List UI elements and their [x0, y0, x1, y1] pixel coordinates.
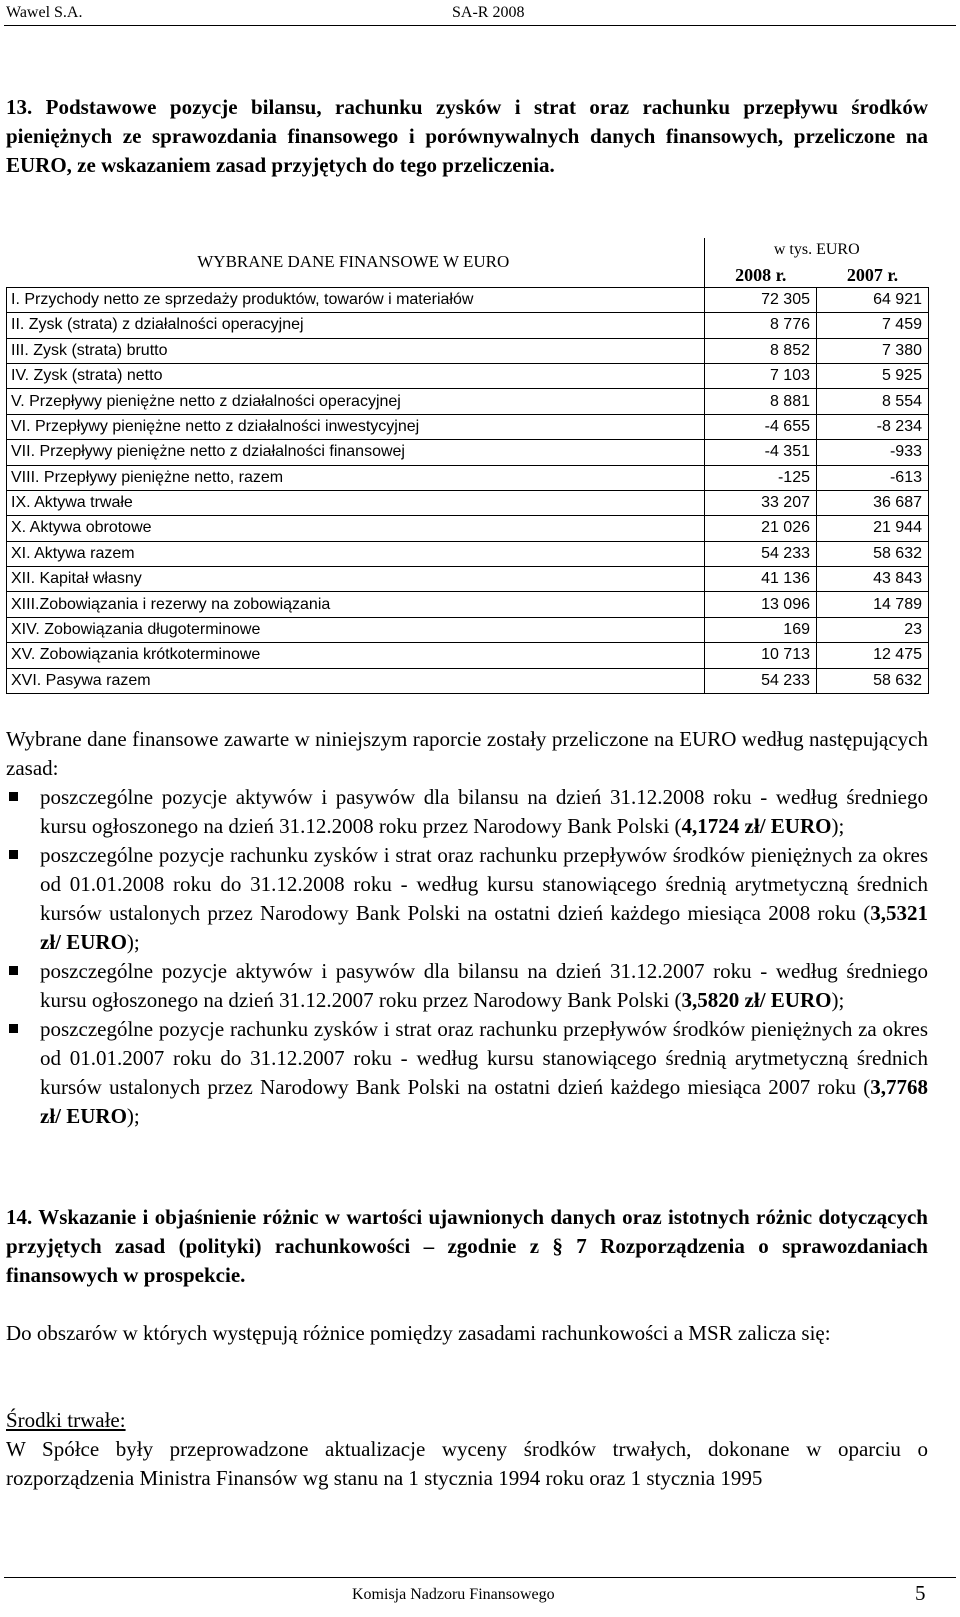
value-2008: 169: [705, 617, 817, 642]
value-2007: 8 554: [817, 389, 929, 414]
table-row: [7, 414, 929, 439]
value-2007: 64 921: [817, 287, 929, 312]
rule-text: poszczególne pozycje aktywów i pasywów dla bilansu na dzień 31.12.2008 roku - według średniego kursu ogłoszonego na dzień 31.12.2008 roku przez Narodowy Bank Polski (: [40, 785, 928, 838]
value-2008: 8 852: [705, 338, 817, 363]
value-2008: 8 881: [705, 389, 817, 414]
row-label: XV. Zobowiązania krótkoterminowe: [7, 643, 705, 668]
value-2008: 54 233: [705, 668, 817, 693]
row-label: VI. Przepływy pieniężne netto z działalności inwestycyjnej: [7, 414, 705, 439]
square-bullet-icon: [9, 850, 18, 859]
list-item: [6, 841, 928, 957]
value-2007: 12 475: [817, 643, 929, 668]
footer-rule: [4, 1577, 956, 1578]
value-2007: 36 687: [817, 490, 929, 515]
value-2008: 7 103: [705, 363, 817, 388]
section-14-title: 14. Wskazanie i objaśnienie różnic w wartości ujawnionych danych oraz istotnych różnic dotyczących przyjętych zasad (polityki) rachunkowości – zgodnie z § 7 Rozporządzenia o sprawozdaniach finansowych w prospekcie.: [6, 1205, 928, 1287]
table-row: [7, 338, 929, 363]
row-label: VIII. Przepływy pieniężne netto, razem: [7, 465, 705, 490]
fixed-assets-title: Środki trwałe:: [6, 1408, 126, 1432]
table-row: [7, 592, 929, 617]
value-2008: 10 713: [705, 643, 817, 668]
exchange-rate: 3,7768 zł/ EURO: [40, 1075, 928, 1128]
value-2008: 54 233: [705, 541, 817, 566]
rule-end: );: [831, 988, 845, 1012]
rule-end: );: [126, 930, 140, 954]
value-2007: -8 234: [817, 414, 929, 439]
table-row: [7, 440, 929, 465]
table-row: [7, 643, 929, 668]
row-label: XI. Aktywa razem: [7, 541, 705, 566]
row-label: II. Zysk (strata) z działalności operacyjnej: [7, 313, 705, 338]
value-2007: 5 925: [817, 363, 929, 388]
row-label: I. Przychody netto ze sprzedaży produktów, towarów i materiałów: [7, 287, 705, 312]
value-2008: 33 207: [705, 490, 817, 515]
value-2007: 21 944: [817, 516, 929, 541]
table-row: [7, 617, 929, 642]
list-item: [6, 957, 928, 1015]
value-2007: 58 632: [817, 541, 929, 566]
value-2007: 7 380: [817, 338, 929, 363]
year-2007-header: 2007 r.: [846, 264, 899, 285]
value-2007: -613: [817, 465, 929, 490]
year-2008-header: 2008 r.: [705, 262, 817, 287]
row-label: XIV. Zobowiązania długoterminowe: [7, 617, 705, 642]
table-header-row-1: [7, 238, 929, 262]
table-row: [7, 389, 929, 414]
header-rule: [4, 25, 956, 26]
value-2007: 43 843: [817, 567, 929, 592]
table-row: [7, 541, 929, 566]
value-2008: -4 351: [705, 440, 817, 465]
value-2007: 58 632: [817, 668, 929, 693]
square-bullet-icon: [9, 1024, 18, 1033]
value-2008: -125: [705, 465, 817, 490]
value-2008: 41 136: [705, 567, 817, 592]
square-bullet-icon: [9, 966, 18, 975]
value-2008: 21 026: [705, 516, 817, 541]
exchange-rate: 3,5321 zł/ EURO: [40, 901, 928, 954]
table-row: [7, 313, 929, 338]
row-label: IV. Zysk (strata) netto: [7, 363, 705, 388]
exchange-rate: 4,1724 zł/ EURO: [681, 814, 832, 838]
page-number: 5: [915, 1581, 926, 1605]
rule-text: poszczególne pozycje aktywów i pasywów dla bilansu na dzień 31.12.2007 roku - według średniego kursu ogłoszonego na dzień 31.12.2007 roku przez Narodowy Bank Polski (: [40, 959, 928, 1012]
table-row: [7, 490, 929, 515]
conversion-rules-list: [6, 783, 928, 1131]
intro-text: Wybrane dane finansowe zawarte w niniejszym raporcie zostały przeliczone na EURO według następujących zasad:: [6, 727, 928, 780]
table-row: [7, 287, 929, 312]
value-2008: 8 776: [705, 313, 817, 338]
table-row: [7, 668, 929, 693]
table-row: [7, 516, 929, 541]
financial-table: [6, 238, 929, 694]
row-label: V. Przepływy pieniężne netto z działalności operacyjnej: [7, 389, 705, 414]
row-label: XIII.Zobowiązania i rezerwy na zobowiązania: [7, 592, 705, 617]
value-2007: -933: [817, 440, 929, 465]
row-label: III. Zysk (strata) brutto: [7, 338, 705, 363]
footer-org: Komisja Nadzoru Finansowego: [352, 1586, 555, 1603]
row-label: VII. Przepływy pieniężne netto z działalności finansowej: [7, 440, 705, 465]
value-2008: 72 305: [705, 287, 817, 312]
table-unit: w tys. EURO: [705, 238, 929, 262]
value-2008: -4 655: [705, 414, 817, 439]
rule-end: );: [126, 1104, 140, 1128]
rule-text: poszczególne pozycje rachunku zysków i strat oraz rachunku przepływów środków pieniężnych za okres od 01.01.2008 roku do 31.12.2008 roku - według kursu stanowiącego średnią arytmetyczną średnich kursów ustalonych przez Narodowy Bank Polski na ostatni dzień każdego miesiąca 2008 roku (: [40, 843, 928, 925]
table-row: [7, 465, 929, 490]
header-report-id: SA-R 2008: [452, 4, 525, 21]
exchange-rate: 3,5820 zł/ EURO: [681, 988, 832, 1012]
row-label: IX. Aktywa trwałe: [7, 490, 705, 515]
section-13-title: 13. Podstawowe pozycje bilansu, rachunku zysków i strat oraz rachunku przepływu środków pieniężnych ze sprawozdania finansowego i porównywalnych danych finansowych, przeliczone na EURO, ze wskazaniem zasad przyjętych do tego przeliczenia.: [6, 95, 928, 177]
value-2007: 14 789: [817, 592, 929, 617]
list-item: [6, 1015, 928, 1131]
value-2007: 23: [817, 617, 929, 642]
header-company: Wawel S.A.: [6, 4, 83, 21]
row-label: X. Aktywa obrotowe: [7, 516, 705, 541]
fixed-assets-body: W Spółce były przeprowadzone aktualizacje wyceny środków trwałych, dokonane w oparciu o rozporządzenia Ministra Finansów wg stanu na 1 stycznia 1994 roku oraz 1 stycznia 1995: [6, 1437, 928, 1490]
list-item: [6, 783, 928, 841]
table-title: WYBRANE DANE FINANSOWE W EURO: [197, 252, 510, 272]
value-2007: 7 459: [817, 313, 929, 338]
differences-intro: Do obszarów w których występują różnice pomiędzy zasadami rachunkowości a MSR zalicza się:: [6, 1321, 831, 1345]
table-row: [7, 567, 929, 592]
table-row: [7, 363, 929, 388]
row-label: XVI. Pasywa razem: [7, 668, 705, 693]
row-label: XII. Kapitał własny: [7, 567, 705, 592]
square-bullet-icon: [9, 792, 18, 801]
rule-text: poszczególne pozycje rachunku zysków i strat oraz rachunku przepływów środków pieniężnych za okres od 01.01.2007 roku do 31.12.2007 roku - według kursu stanowiącego średnią arytmetyczną średnich kursów ustalonych przez Narodowy Bank Polski na ostatni dzień każdego miesiąca 2007 roku (: [40, 1017, 928, 1099]
rule-end: );: [831, 814, 845, 838]
value-2008: 13 096: [705, 592, 817, 617]
